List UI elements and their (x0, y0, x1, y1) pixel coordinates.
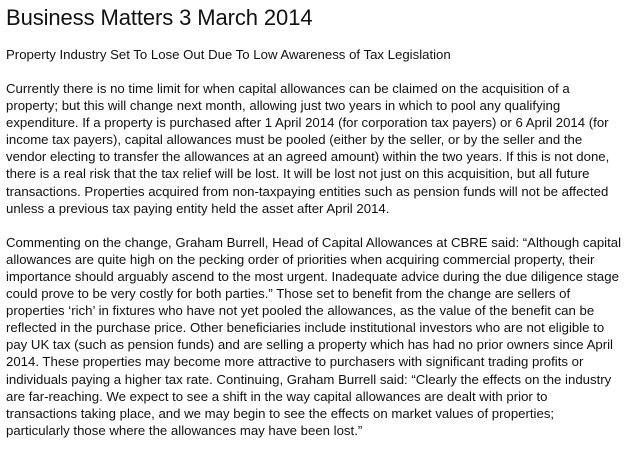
paragraph-line: particularly those where the allowances may have been lost.” (6, 422, 363, 438)
paragraph-line: Currently there is no time limit for when capital allowances can be claimed on the acquisition of a (6, 81, 570, 96)
paragraph-line: properties ‘rich’ in fixtures who have not yet pooled the allowances, as the value of the benefit can be (6, 303, 595, 319)
paragraph-line: unless a previous tax paying entity held the asset after April 2014. (6, 200, 390, 216)
paragraph-line: Commenting on the change, Graham Burrell, Head of Capital Allowances at CBRE said: “Although capital (6, 234, 622, 250)
paragraph-line: 2014. These properties may become more attractive to purchasers with significant trading profits or (6, 354, 584, 370)
paragraph-line: transactions. Properties acquired from non-taxpaying entities such as pension funds will not be affected (6, 183, 609, 199)
paragraph-line: are far-reaching. We expect to see a shift in the way capital allowances are dealt with prior to (6, 388, 548, 404)
paragraph-line: there is a real risk that the tax relief will be lost. It will be lost not just on this acquisition, but all future (6, 166, 590, 182)
paragraph-line: expenditure. If a property is purchased after 1 April 2014 (for corporation tax payers) or 6 April 2014 (for (6, 115, 609, 131)
paragraph-line: individuals paying a higher tax rate. Continuing, Graham Burrell said: “Clearly the effects on the industry (6, 371, 612, 387)
paragraph-line: reflected in the purchase price. Other beneficiaries include institutional investors who are not eligible to (6, 320, 605, 336)
paragraph-line: could prove to be very costly for both parties.” Those set to benefit from the change are sellers of (6, 286, 571, 302)
paragraph-line: pay UK tax (such as pension funds) and are selling a property which has had no prior owners since April (6, 337, 613, 353)
document-page (6, 0, 636, 439)
paragraph-line: transactions taking place, and we may begin to see the effects on market values of properties; (6, 405, 555, 421)
paragraph-line: importance should arguably ascend to the most urgent. Inadequate advice during the due diligence stage (6, 268, 619, 284)
paragraph-1 (6, 80, 636, 217)
document-title: Business Matters 3 March 2014 (6, 5, 313, 30)
paragraph-line: property; but this will change next month, allowing just two years in which to pool any qualifying (6, 98, 561, 114)
paragraph-line: income tax payers), capital allowances must be pooled (either by the seller, or by the seller and the (6, 132, 583, 148)
paragraph-line: allowances are quite high on the pecking order of priorities when acquiring commercial property, their (6, 251, 595, 267)
paragraph-line: vendor electing to transfer the allowances at an agreed amount) within the two years. If this is not done, (6, 149, 610, 165)
paragraph-2 (6, 234, 636, 439)
article-headline: Property Industry Set To Lose Out Due To Low Awareness of Tax Legislation (6, 47, 451, 62)
